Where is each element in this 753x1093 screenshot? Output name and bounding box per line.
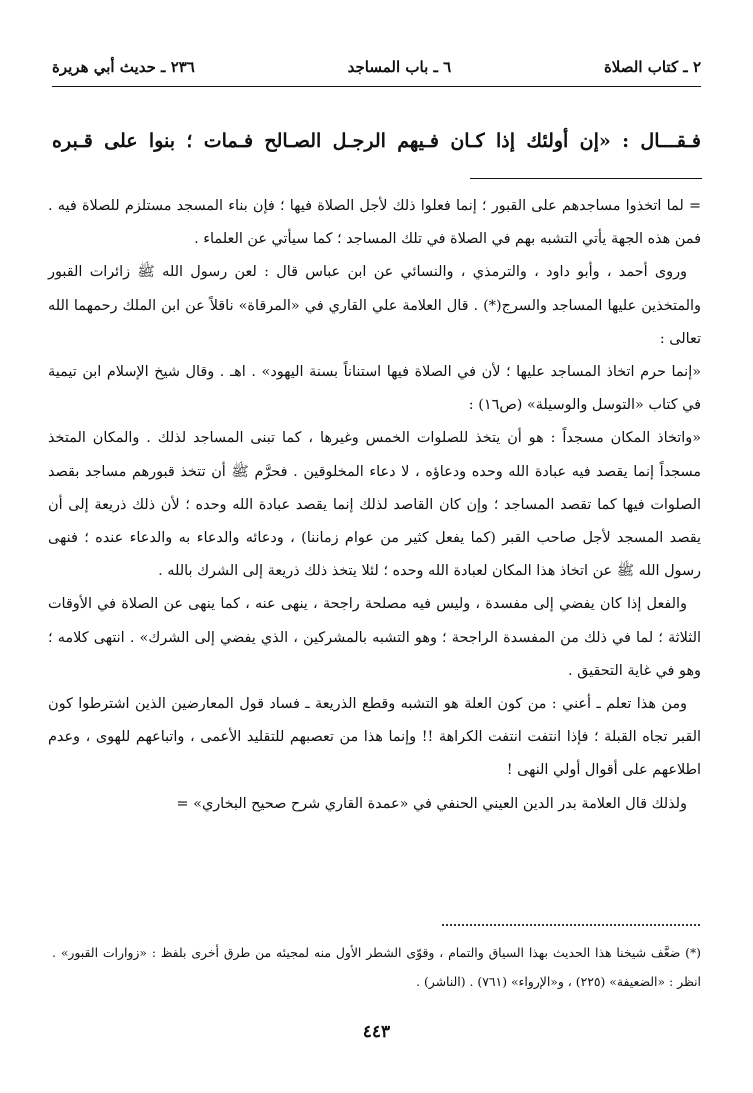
header-hadith-number: ٢٣٦ ـ حديث أبي هريرة — [52, 58, 195, 76]
paragraph: والفعل إذا كان يفضي إلى مفسدة ، وليس فيه مصلحة راجحة ، ينهى عنه ، كما ينهى عن الصلاة في الأوقات الثلاثة ؛ لما في ذلك من المفسدة الراجحة ؛ وهو التشبه بالمشركين ، الذي يفضي إلى الشرك» . انتهى كلامه ؛ وهو في غاية التحقيق . — [48, 596, 701, 679]
running-header — [52, 52, 701, 82]
hadith-divider — [470, 178, 702, 179]
paragraph: «واتخاذ المكان مسجداً : هو أن يتخذ للصلوات الخمس وغيرها ، كما تبنى المساجد لذلك . والمكان المتخذ مسجداً إنما يقصد فيه عبادة الله وحده ودعاؤه ، لا دعاء المخلوقين . فحرَّم ﷺ أن تتخذ قبورهم مساجد بقصد الصلوات فيها كما تقصد المساجد ؛ وإن كان القاصد لذلك إنما يقصد عبادة الله وحده ؛ لأن ذلك ذريعة إلى أن يقصد المسجد لأجل صاحب القبر (كما يفعل كثير من عوام زماننا) ، ودعائه والدعاء به والدعاء عنده ؛ فنهى رسول الله ﷺ عن اتخاذ هذا المكان لعبادة الله وحده ؛ لئلا يتخذ ذلك ذريعة إلى الشرك بالله . — [48, 430, 701, 580]
page-number: ٤٤٣ — [362, 1022, 391, 1042]
paragraph: «إنما حرم اتخاذ المساجد عليها ؛ لأن في الصلاة فيها استناناً بسنة اليهود» . اهـ . وقال شيخ الإسلام ابن تيمية في كتاب «التوسل والوسيلة» (ص١٦) : — [48, 364, 701, 414]
paragraph: = لما اتخذوا مساجدهم على القبور ؛ إنما فعلوا ذلك لأجل الصلاة فيها ؛ فإن بناء المسجد مستلزم للصلاة فيه . فمن هذه الجهة يأتي التشبه بهم في الصلاة في تلك المساجد ؛ كما سيأتي عن العلماء . — [48, 198, 701, 248]
hadith-text: فـقـــال : «إن أولئك إذا كـان فـيهم الرجـل الصـالح فـمات ؛ بنوا على قـبره — [52, 130, 701, 152]
footnotes — [52, 938, 701, 996]
header-chapter: ٢ ـ كتاب الصلاة — [603, 58, 701, 76]
header-section: ٦ ـ باب المساجد — [347, 58, 452, 76]
paragraph: وروى أحمد ، وأبو داود ، والترمذي ، والنسائي عن ابن عباس قال : لعن رسول الله ﷺ زائرات القبور والمتخذين عليها المساجد والسرج(*) . قال العلامة علي القاري في «المرقاة» ناقلاً عن ابن الملك رحمهما الله تعالى : — [48, 264, 701, 347]
header-divider — [52, 86, 701, 87]
paragraph: ومن هذا تعلم ـ أعني : من كون العلة هو التشبه وقطع الذريعة ـ فساد قول المعارضين الذين اشترطوا كون القبر تجاه القبلة ؛ فإذا انتفت انتفت الكراهة !! وإنما هذا من تعصبهم للتقليد الأعمى ، واتباعهم للهوى ، وعدم اطلاعهم على أقوال أولي النهى ! — [48, 696, 701, 779]
body-text — [48, 190, 701, 821]
paragraph: ولذلك قال العلامة بدر الدين العيني الحنفي في «عمدة القاري شرح صحيح البخاري» = — [176, 795, 687, 812]
footnote-separator — [442, 924, 700, 926]
footnote: (*) ضعَّف شيخنا هذا الحديث بهذا السياق والتمام ، وقوّى الشطر الأول منه لمجيئه من طرق أخرى بلفظ : «زوارات القبور» . انظر : «الضعيفة» (٢٢٥) ، و«الإرواء» (٧٦١) . (الناشر) . — [52, 945, 701, 989]
